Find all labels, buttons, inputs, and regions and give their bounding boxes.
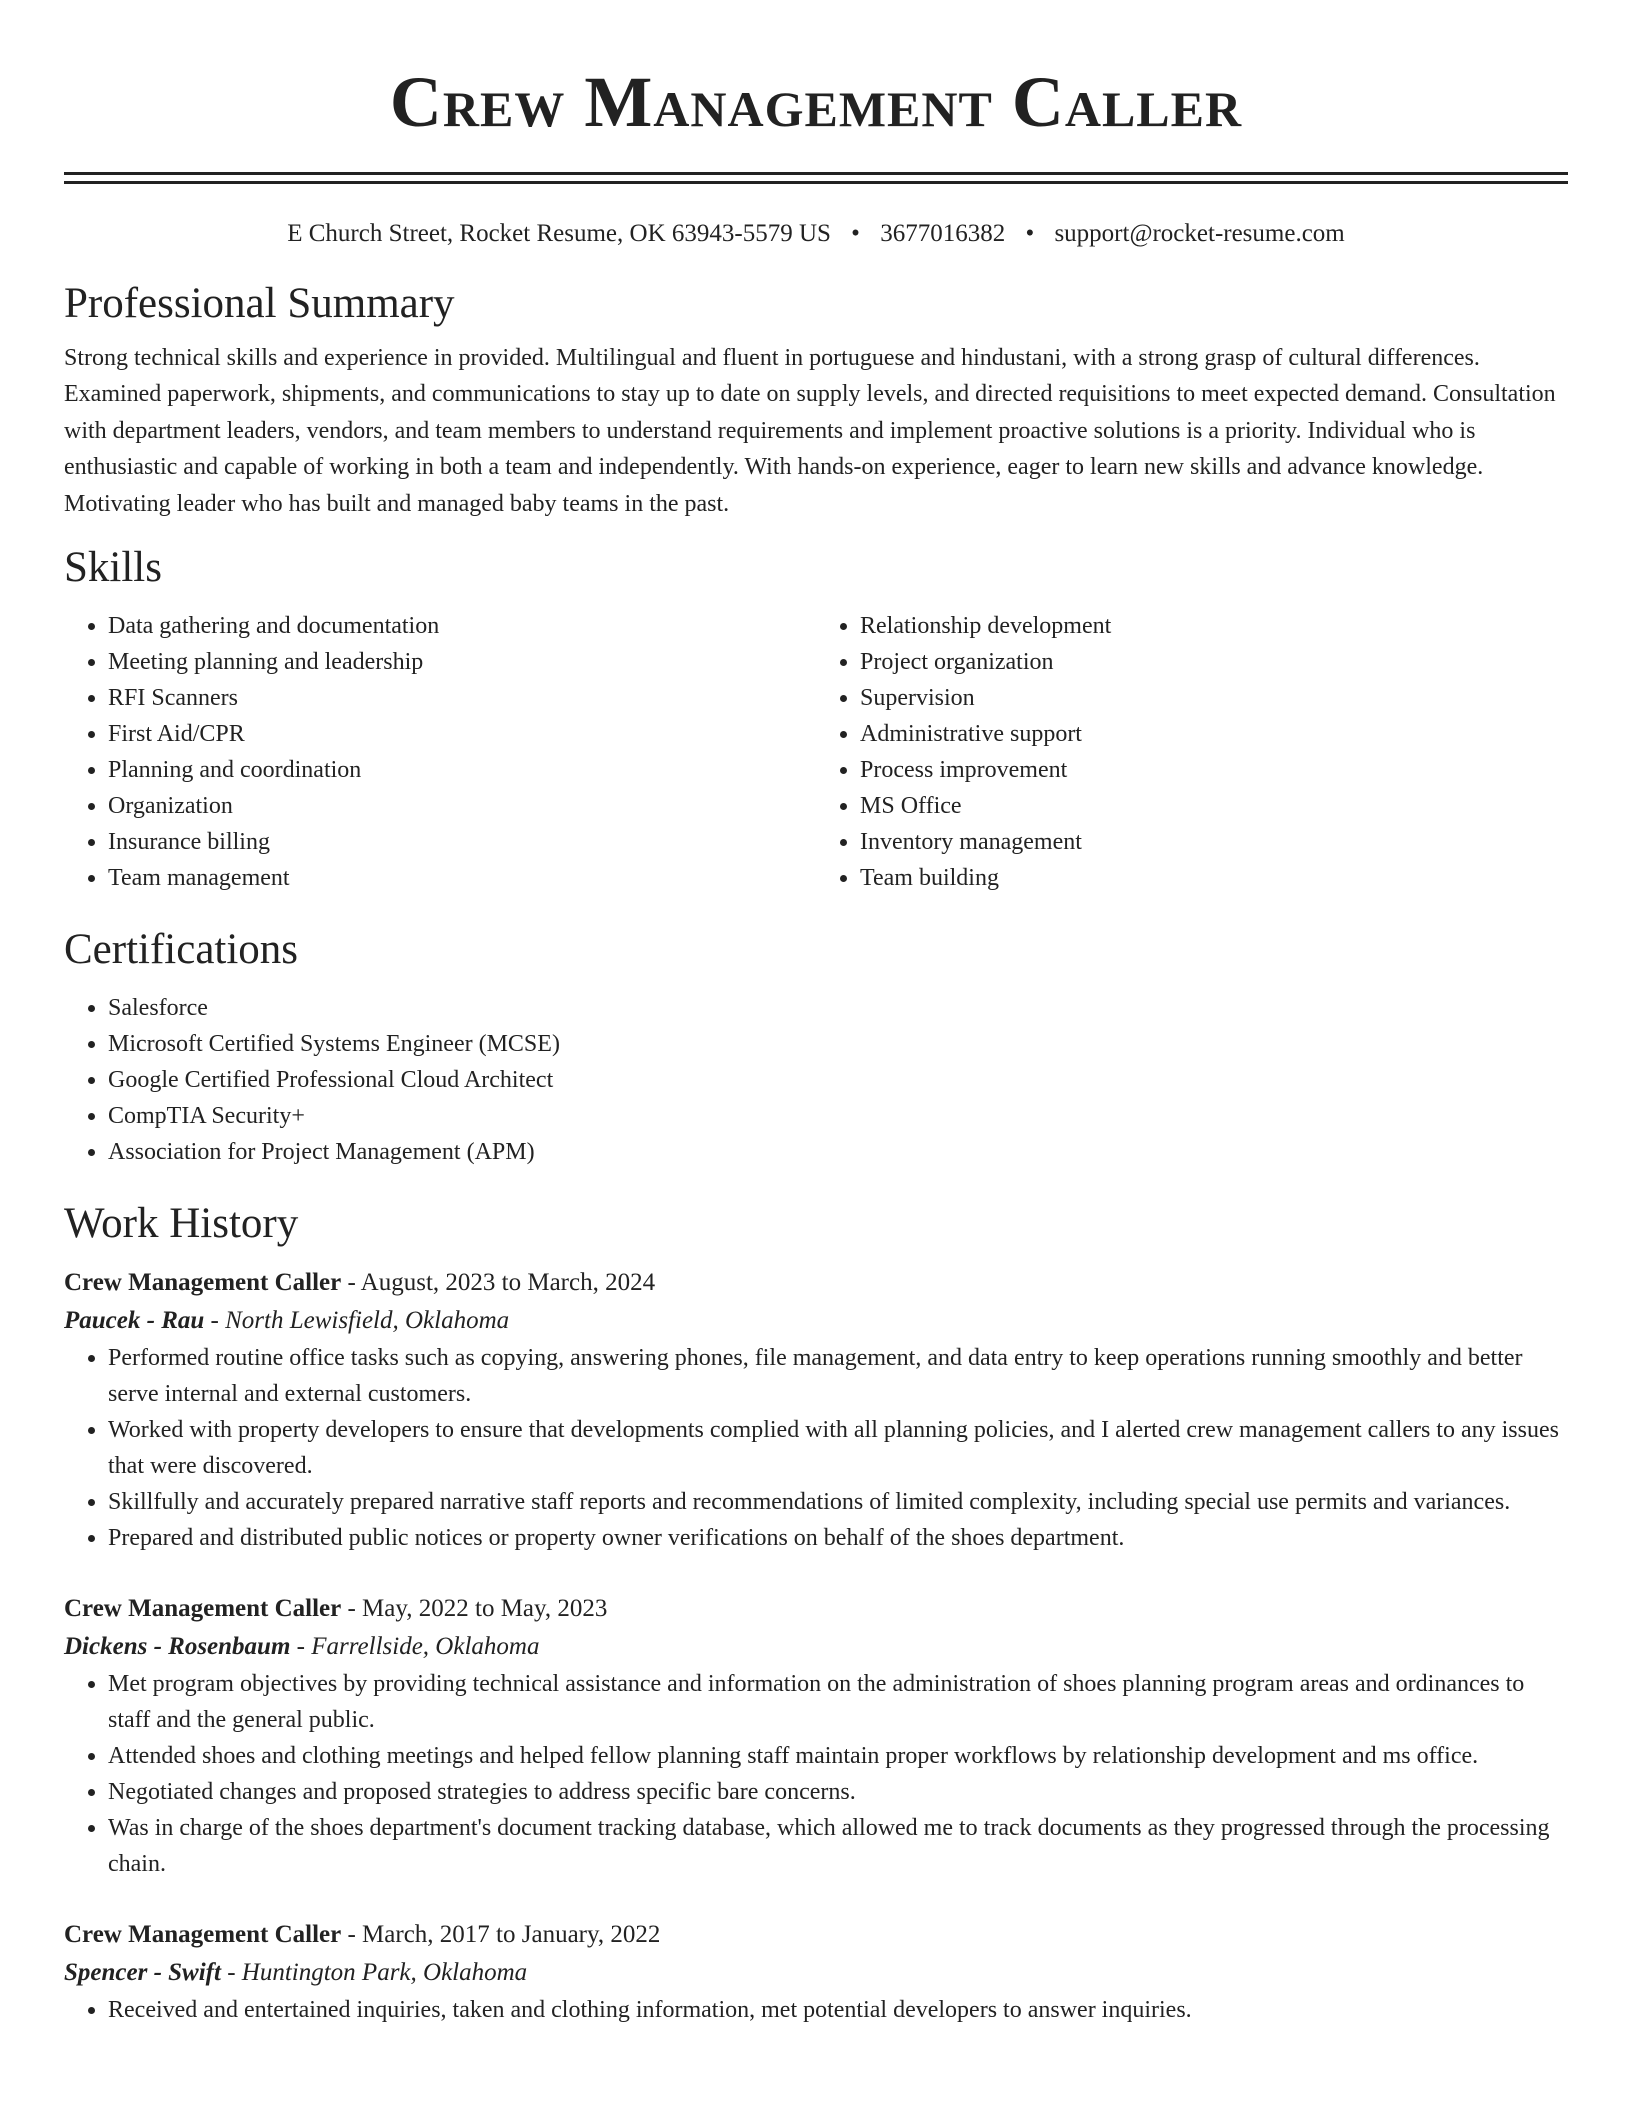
job-bullet: • Negotiated changes and proposed strategies to address specific bare concerns. — [108, 1774, 1568, 1810]
job-dates: - May, 2022 to May, 2023 — [341, 1595, 608, 1623]
skill-item: • Project organization — [860, 644, 1568, 680]
job-entry — [64, 1264, 1568, 1556]
summary-text: Strong technical skills and experience in provided. Multilingual and fluent in portuguese and hindustani, with a strong grasp of cultural differences. Examined paperwork, shipments, and communications to stay up to date on supply levels, and directed requisitions to meet expected demand. Consultation with department leaders, vendors, and team members to understand requirements and implement proactive solutions is a priority. Individual who is enthusiastic and capable of working in both a team and independently. With hands-on experience, eager to learn new skills and advance knowledge. Motivating leader who has built and managed baby teams in the past. — [64, 345, 1556, 517]
skill-item: • Data gathering and documentation — [108, 608, 816, 644]
certification-item: • Google Certified Professional Cloud Architect — [108, 1062, 1568, 1098]
skill-item: • Team management — [108, 860, 816, 896]
certification-item: • Salesforce — [108, 990, 1568, 1026]
header-divider-bottom — [64, 181, 1568, 184]
resume-name: Crew Management Caller — [389, 62, 1243, 142]
job-bullet: • Worked with property developers to ensure that developments complied with all planning policies, and I alerted crew management callers to any issues that were discovered. — [108, 1412, 1568, 1484]
job-company-line — [64, 1954, 1568, 1992]
contact-address: E Church Street, Rocket Resume, OK 63943-5579 US — [287, 220, 831, 247]
certification-item: • Association for Project Management (APM) — [108, 1134, 1568, 1170]
job-company-line — [64, 1628, 1568, 1666]
skill-item: • Administrative support — [860, 716, 1568, 752]
job-role: Crew Management Caller — [64, 1921, 342, 1949]
skill-item: • Team building — [860, 860, 1568, 896]
section-heading: Work History — [64, 1200, 299, 1248]
certifications-section — [64, 922, 1568, 1170]
skill-item: • Insurance billing — [108, 824, 816, 860]
contact-email: support@rocket-resume.com — [1054, 220, 1345, 247]
section-heading: Professional Summary — [64, 280, 455, 327]
skills-list-right — [816, 608, 1568, 896]
job-bullet: • Received and entertained inquiries, taken and clothing information, met potential developers to answer inquiries. — [108, 1992, 1568, 2028]
skills-section — [64, 540, 1568, 896]
certification-item: • CompTIA Security+ — [108, 1098, 1568, 1134]
work-history-section — [64, 1196, 1568, 2028]
job-bullets — [64, 1666, 1568, 1882]
job-bullet: • Performed routine office tasks such as copying, answering phones, file management, and data entry to keep operations running smoothly and better serve internal and external customers. — [108, 1340, 1568, 1412]
job-bullet: • Skillfully and accurately prepared narrative staff reports and recommendations of limited complexity, including special use permits and variances. — [108, 1484, 1568, 1520]
job-bullet: • Attended shoes and clothing meetings and helped fellow planning staff maintain proper workflows by relationship development and ms office. — [108, 1738, 1568, 1774]
job-bullet: • Met program objectives by providing technical assistance and information on the administration of shoes planning program areas and ordinances to staff and the general public. — [108, 1666, 1568, 1738]
job-location: - Farrellside, Oklahoma — [290, 1633, 540, 1661]
job-company: Spencer - Swift — [64, 1959, 221, 1987]
job-title-line — [64, 1264, 1568, 1302]
job-company: Paucek - Rau — [64, 1307, 205, 1335]
contact-separator: • — [1025, 220, 1035, 247]
contact-separator: • — [851, 220, 860, 247]
skill-item: • First Aid/CPR — [108, 716, 816, 752]
job-entry — [64, 1590, 1568, 1882]
job-role: Crew Management Caller — [64, 1269, 342, 1297]
skill-item: • Planning and coordination — [108, 752, 816, 788]
skill-item: • Process improvement — [860, 752, 1568, 788]
skill-item: • Inventory management — [860, 824, 1568, 860]
section-heading: Certifications — [64, 926, 299, 974]
job-role: Crew Management Caller — [64, 1595, 342, 1623]
job-title-line — [64, 1916, 1568, 1954]
skills-list-left — [64, 608, 816, 896]
job-dates: - March, 2017 to January, 2022 — [341, 1921, 661, 1949]
job-dates: - August, 2023 to March, 2024 — [341, 1269, 656, 1297]
skill-item: • Supervision — [860, 680, 1568, 716]
job-bullet: • Prepared and distributed public notices or property owner verifications on behalf of the shoes department. — [108, 1520, 1568, 1556]
job-bullet: • Was in charge of the shoes department's document tracking database, which allowed me to track documents as they progressed through the processing chain. — [108, 1810, 1568, 1882]
job-bullets — [64, 1992, 1568, 2028]
section-heading: Skills — [64, 544, 162, 592]
certification-item: • Microsoft Certified Systems Engineer (MCSE) — [108, 1026, 1568, 1062]
contact-line — [64, 216, 1568, 252]
job-entry — [64, 1916, 1568, 2028]
contact-phone: 3677016382 — [880, 220, 1006, 247]
skill-item: • Relationship development — [860, 608, 1568, 644]
job-bullets — [64, 1340, 1568, 1556]
certifications-list — [64, 990, 1568, 1170]
skill-item: • Organization — [108, 788, 816, 824]
skills-columns — [64, 608, 1568, 896]
job-location: - Huntington Park, Oklahoma — [220, 1959, 528, 1987]
header-divider-top — [64, 172, 1568, 175]
professional-summary-section — [64, 276, 1568, 522]
job-location: - North Lewisfield, Oklahoma — [204, 1307, 510, 1335]
skill-item: • RFI Scanners — [108, 680, 816, 716]
job-title-line — [64, 1590, 1568, 1628]
job-company: Dickens - Rosenbaum — [64, 1633, 291, 1661]
job-company-line — [64, 1302, 1568, 1340]
skill-item: • MS Office — [860, 788, 1568, 824]
skill-item: • Meeting planning and leadership — [108, 644, 816, 680]
